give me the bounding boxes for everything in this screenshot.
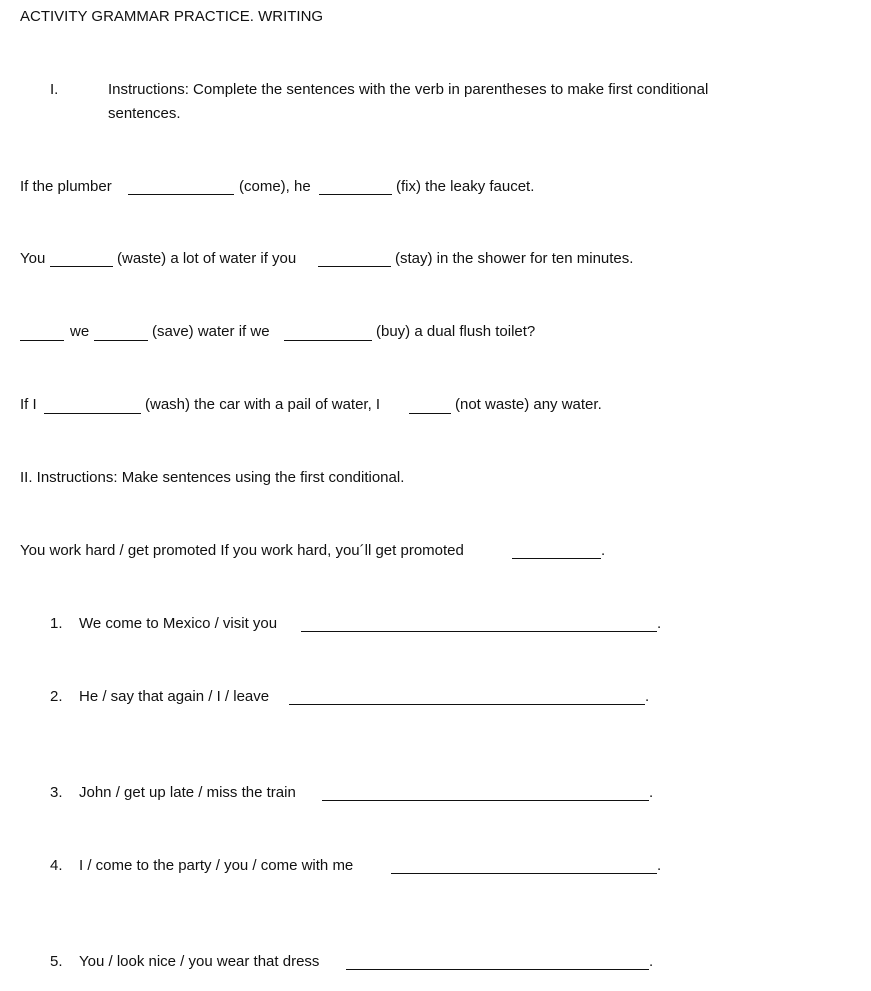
sentence-text: If the plumber bbox=[20, 178, 112, 195]
page-title: ACTIVITY GRAMMAR PRACTICE. WRITING bbox=[20, 8, 324, 25]
answer-blank[interactable] bbox=[20, 340, 64, 341]
section-2-instruction: II. Instructions: Make sentences using the first conditional. bbox=[20, 469, 405, 486]
item-prompt: He / say that again / I / leave bbox=[79, 688, 270, 705]
answer-blank[interactable] bbox=[44, 413, 141, 414]
sentence-text: If I bbox=[20, 396, 37, 413]
example-text: You work hard / get promoted If you work hard, you´ll get promoted bbox=[20, 542, 464, 559]
sentence-period: . bbox=[601, 542, 606, 559]
item-number: 4. bbox=[50, 857, 63, 874]
item-number: 3. bbox=[50, 784, 63, 801]
sentence-text: You bbox=[20, 250, 46, 267]
sentence-period: . bbox=[649, 784, 654, 801]
item-prompt: I / come to the party / you / come with me bbox=[79, 857, 354, 874]
sentence-text: (waste) a lot of water if you bbox=[117, 250, 297, 267]
item-number: 2. bbox=[50, 688, 63, 705]
answer-blank[interactable] bbox=[322, 800, 649, 801]
item-number: 5. bbox=[50, 953, 63, 970]
sentence-text: (not waste) any water. bbox=[455, 396, 602, 413]
sentence-period: . bbox=[649, 953, 654, 970]
answer-blank[interactable] bbox=[128, 194, 234, 195]
section-1-instruction-cont: sentences. bbox=[108, 105, 181, 122]
item-prompt: John / get up late / miss the train bbox=[79, 784, 296, 801]
sentence-text: (buy) a dual flush toilet? bbox=[376, 323, 536, 340]
sentence-text: (wash) the car with a pail of water, I bbox=[145, 396, 381, 413]
sentence-text: (fix) the leaky faucet. bbox=[396, 178, 535, 195]
answer-blank[interactable] bbox=[319, 194, 392, 195]
sentence-text: (come), he bbox=[239, 178, 311, 195]
answer-blank[interactable] bbox=[318, 266, 391, 267]
sentence-text: we bbox=[70, 323, 90, 340]
sentence-period: . bbox=[657, 857, 662, 874]
sentence-text: (stay) in the shower for ten minutes. bbox=[395, 250, 634, 267]
answer-blank[interactable] bbox=[301, 631, 657, 632]
sentence-text: (save) water if we bbox=[152, 323, 270, 340]
sentence-period: . bbox=[645, 688, 650, 705]
section-1-instruction: Instructions: Complete the sentences with the verb in parentheses to make first conditional bbox=[108, 81, 709, 98]
sentence-period: . bbox=[657, 615, 662, 632]
item-prompt: You / look nice / you wear that dress bbox=[79, 953, 320, 970]
answer-blank[interactable] bbox=[94, 340, 148, 341]
answer-blank[interactable] bbox=[391, 873, 657, 874]
item-prompt: We come to Mexico / visit you bbox=[79, 615, 278, 632]
answer-blank[interactable] bbox=[284, 340, 372, 341]
answer-blank bbox=[512, 558, 601, 559]
item-number: 1. bbox=[50, 615, 63, 632]
answer-blank[interactable] bbox=[289, 704, 645, 705]
answer-blank[interactable] bbox=[346, 969, 649, 970]
answer-blank[interactable] bbox=[50, 266, 113, 267]
answer-blank[interactable] bbox=[409, 413, 451, 414]
section-1-numeral: I. bbox=[50, 81, 59, 98]
